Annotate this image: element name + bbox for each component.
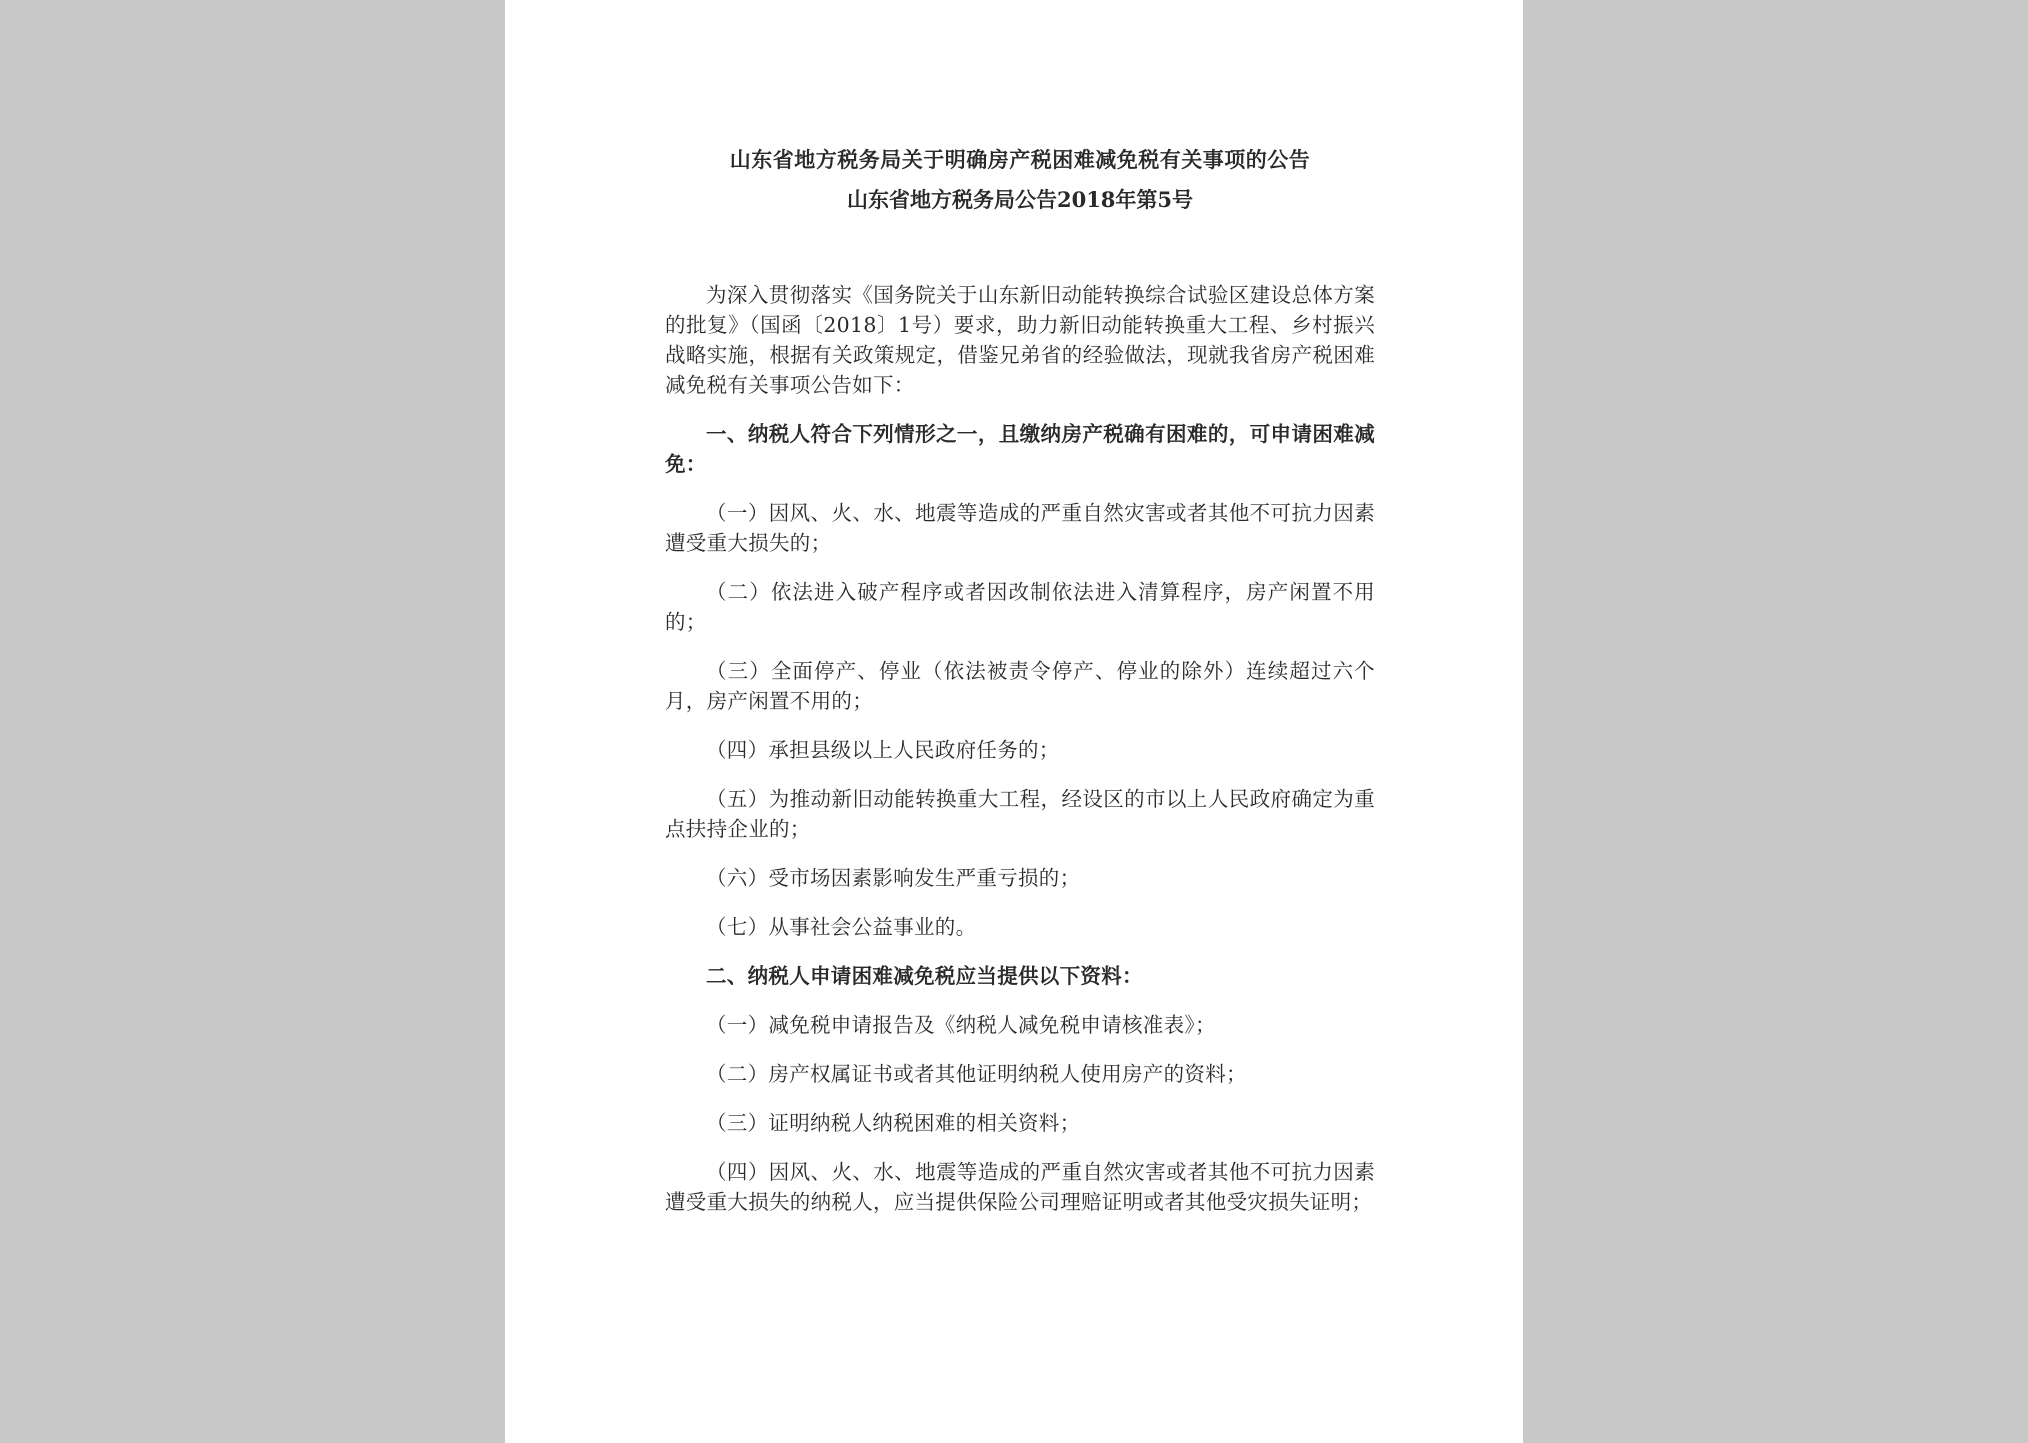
section-1-item-7: （七）从事社会公益事业的。 — [706, 915, 977, 939]
section-1-item-5: （五）为推动新旧动能转换重大工程，经设区的市以上人民政府确定为重点扶持企业的； — [665, 787, 1375, 841]
section-2-item-2: （二）房产权属证书或者其他证明纳税人使用房产的资料； — [706, 1062, 1247, 1086]
section-2-item-3: （三）证明纳税人纳税困难的相关资料； — [706, 1111, 1081, 1135]
section-2-heading: 二、纳税人申请困难减免税应当提供以下资料： — [706, 964, 1143, 988]
section-1-item-6: （六）受市场因素影响发生严重亏损的； — [706, 866, 1081, 890]
intro-paragraph: 为深入贯彻落实《国务院关于山东新旧动能转换综合试验区建设总体方案的批复》（国函〔2018〕1号）要求，助力新旧动能转换重大工程、乡村振兴战略实施，根据有关政策规定，借鉴兄弟省的经验做法，现就我省房产税困难减免税有关事项公告如下： — [665, 283, 1375, 397]
document-subtitle: 山东省地方税务局公告2018年第5号 — [846, 187, 1194, 212]
section-1-heading: 一、纳税人符合下列情形之一，且缴纳房产税确有困难的，可申请困难减免： — [665, 422, 1375, 476]
section-1-item-4: （四）承担县级以上人民政府任务的； — [706, 738, 1060, 762]
page-content — [665, 140, 1375, 1236]
section-1-item-2: （二）依法进入破产程序或者因改制依法进入清算程序，房产闲置不用的； — [665, 580, 1375, 634]
section-1-item-1: （一）因风、火、水、地震等造成的严重自然灾害或者其他不可抗力因素遭受重大损失的； — [665, 501, 1375, 555]
title-spacer — [665, 220, 1375, 280]
section-2-item-1: （一）减免税申请报告及《纳税人减免税申请核准表》； — [706, 1013, 1216, 1037]
document-title: 山东省地方税务局关于明确房产税困难减免税有关事项的公告 — [729, 147, 1311, 172]
section-2-item-4: （四）因风、火、水、地震等造成的严重自然灾害或者其他不可抗力因素遭受重大损失的纳税人，应当提供保险公司理赔证明或者其他受灾损失证明； — [665, 1160, 1375, 1214]
section-1-item-3: （三）全面停产、停业（依法被责令停产、停业的除外）连续超过六个月，房产闲置不用的； — [665, 659, 1375, 713]
document-page — [505, 0, 1523, 1443]
